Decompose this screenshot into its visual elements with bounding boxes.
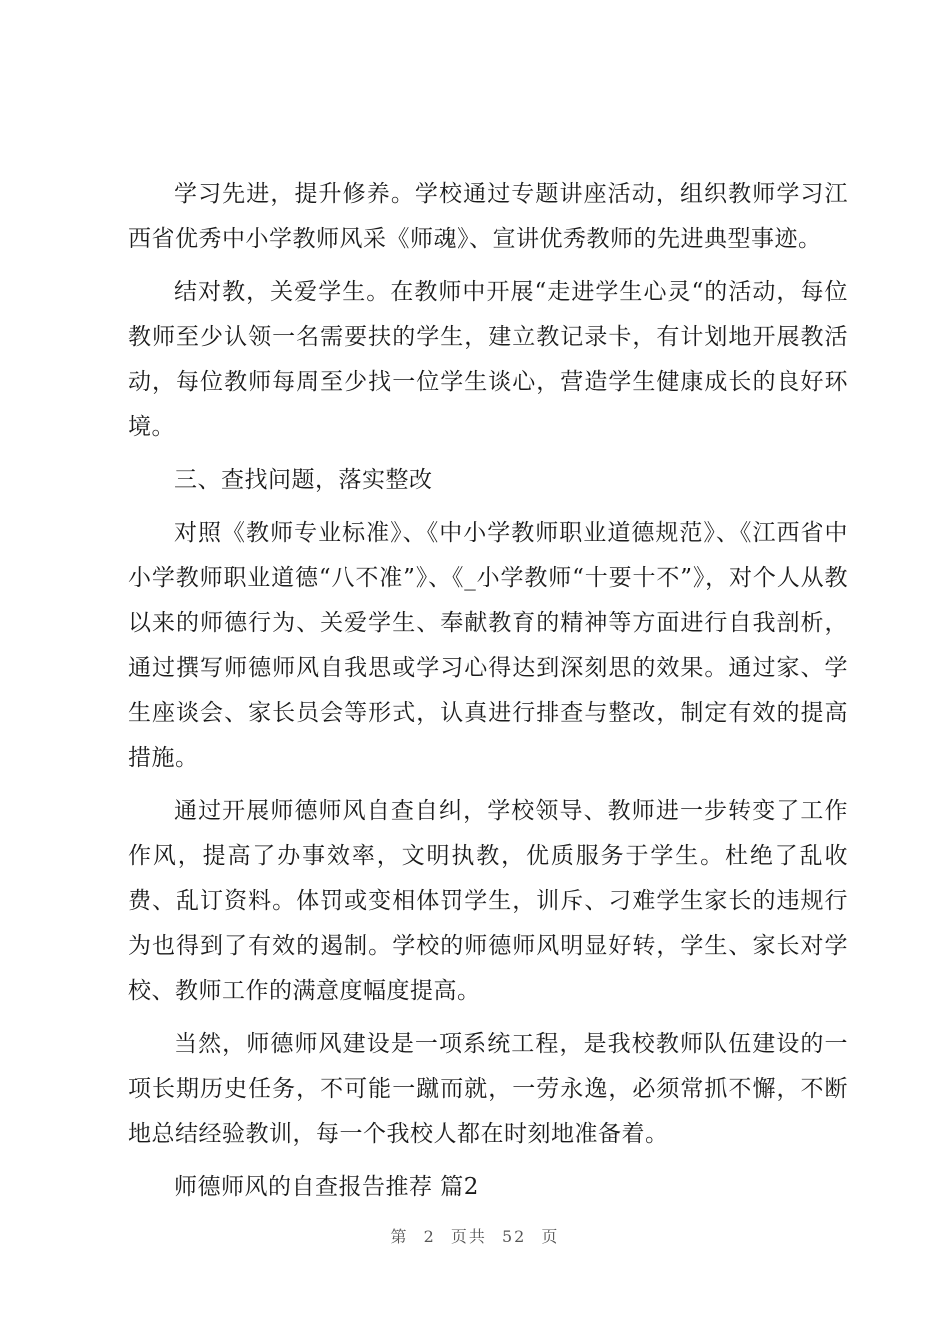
document-body (128, 172, 848, 1210)
paragraph-self-analysis: 对照《教师专业标准》、《中小学教师职业道德规范》、《江西省中小学教师职业道德“八不准”》、《_小学教师“十要十不”》，对个人从教以来的师德行为、关爱学生、奉献教育的精神等方面进行自我剖析，通过撰写师德师风自我思或学习心得达到深刻思的效果。通过家、学生座谈会、家长员会等形式，认真进行排查与整改，制定有效的提高措施。 (128, 520, 848, 771)
next-article-title: 师德师风的自查报告推荐 篇2 (174, 1174, 479, 1200)
paragraph-study-advanced: 学习先进，提升修养。学校通过专题讲座活动，组织教师学习江西省优秀中小学教师风采《师魂》、宣讲优秀教师的先进典型事迹。 (128, 181, 848, 252)
paragraph-results: 通过开展师德师风自查自纠，学校领导、教师进一步转变了工作作风，提高了办事效率，文明执教，优质服务于学生。杜绝了乱收费、乱订资料。体罚或变相体罚学生，训斥、刁难学生家长的违规行为也得到了有效的遏制。学校的师德师风明显好转，学生、家长对学校、教师工作的满意度幅度提高。 (128, 798, 848, 1004)
page-number-footer: 第 2 页共 52 页 (390, 1227, 560, 1246)
paragraph-conclusion: 当然，师德师风建设是一项系统工程，是我校教师队伍建设的一项长期历史任务，不可能一蹴而就，一劳永逸，必须常抓不懈，不断地总结经验教训，每一个我校人都在时刻地准备着。 (128, 1031, 848, 1147)
section-heading-rectification: 三、查找问题，落实整改 (174, 467, 433, 493)
paragraph-care-students: 结对教，关爱学生。在教师中开展“走进学生心灵“的活动，每位教师至少认领一名需要扶的学生，建立教记录卡，有计划地开展教活动，每位教师每周至少找一位学生谈心，营造学生健康成长的良好环境。 (128, 279, 848, 440)
